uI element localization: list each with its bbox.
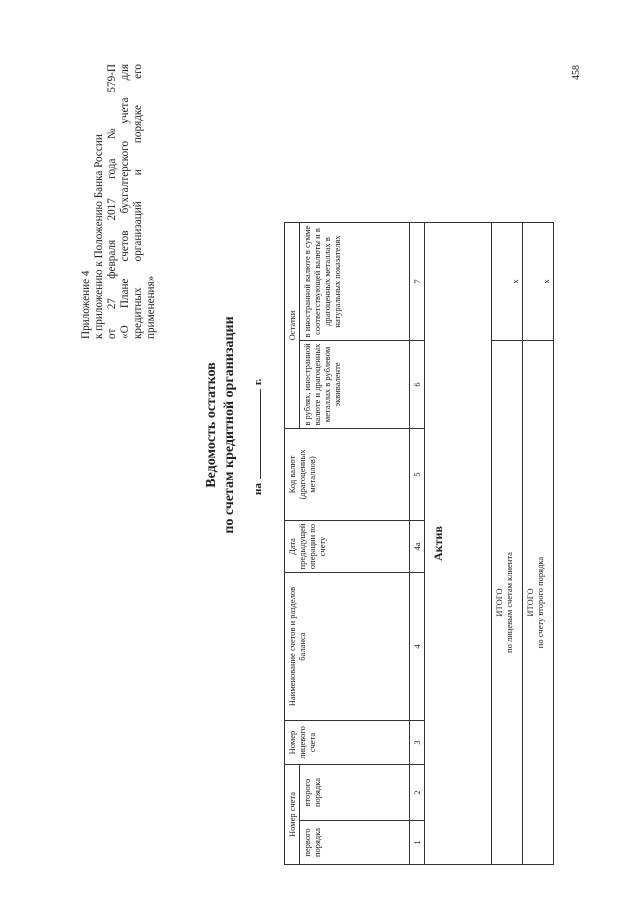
balance-table — [284, 222, 554, 865]
total-row — [492, 223, 523, 865]
column-number: 6 — [410, 341, 425, 429]
date-suffix: г. — [252, 378, 264, 386]
appendix-line: «О Плане счетов бухгалтерского учета для — [119, 64, 131, 339]
column-number: 3 — [410, 721, 425, 765]
appendix-line: кредитных организаций и порядке его — [132, 64, 144, 339]
header-balance-rub: в рублях, иностранной валюте и драгоценных металлах в рублевом эквиваленте — [300, 341, 410, 429]
appendix-line: Приложение 4 — [80, 270, 92, 339]
appendix-line: к приложению к Положению Банка России — [93, 134, 105, 339]
total-label — [492, 341, 523, 865]
report-date-line — [250, 255, 264, 495]
date-blank — [250, 389, 261, 479]
header-second-order: второго порядка — [300, 765, 410, 821]
section-row — [425, 223, 492, 865]
date-prefix: на — [252, 483, 264, 495]
column-number: 4а — [410, 521, 425, 573]
total-mark: х — [492, 223, 523, 341]
appendix-line: применения» — [145, 275, 157, 339]
column-number: 2 — [410, 765, 425, 821]
total-label — [523, 341, 554, 865]
title-line: Ведомость остатков — [204, 362, 219, 488]
document-title — [203, 205, 239, 645]
header-account-name: Наименование счетов и разделов баланса — [285, 573, 410, 721]
header-balance-foreign: в иностранной валюте в сумме соответствующей валюты и в драгоценных металлах в натуральных показателях — [300, 223, 410, 341]
total-label-line: ИТОГО — [525, 588, 535, 617]
appendix-reference — [80, 64, 158, 339]
column-number: 7 — [410, 223, 425, 341]
header-account-number: Номер счета — [285, 765, 300, 865]
column-number-row — [410, 223, 425, 865]
balance-table-wrap — [284, 222, 554, 865]
total-mark: х — [523, 223, 554, 341]
header-balances: Остатки — [285, 223, 300, 429]
total-label-line: ИТОГО — [494, 588, 504, 617]
column-number: 5 — [410, 429, 425, 521]
header-currency-code: Код валют (драгоценных металлов) — [285, 429, 410, 521]
section-title: Актив — [425, 223, 492, 865]
total-label-line: по лицевым счетам клиента — [504, 552, 514, 653]
column-number: 1 — [410, 821, 425, 865]
appendix-line: от 27 февраля 2017 года № 579-П — [106, 64, 118, 339]
column-number: 4 — [410, 573, 425, 721]
header-prev-operation-date: Дата предыдущей операции по счету — [285, 521, 410, 573]
title-line: по счетам кредитной организации — [222, 316, 237, 534]
header-first-order: первого порядка — [300, 821, 410, 865]
total-row — [523, 223, 554, 865]
page-number: 458 — [571, 65, 582, 80]
header-personal-account: Номер лицевого счета — [285, 721, 410, 765]
total-label-line: по счету второго порядка — [535, 556, 545, 649]
